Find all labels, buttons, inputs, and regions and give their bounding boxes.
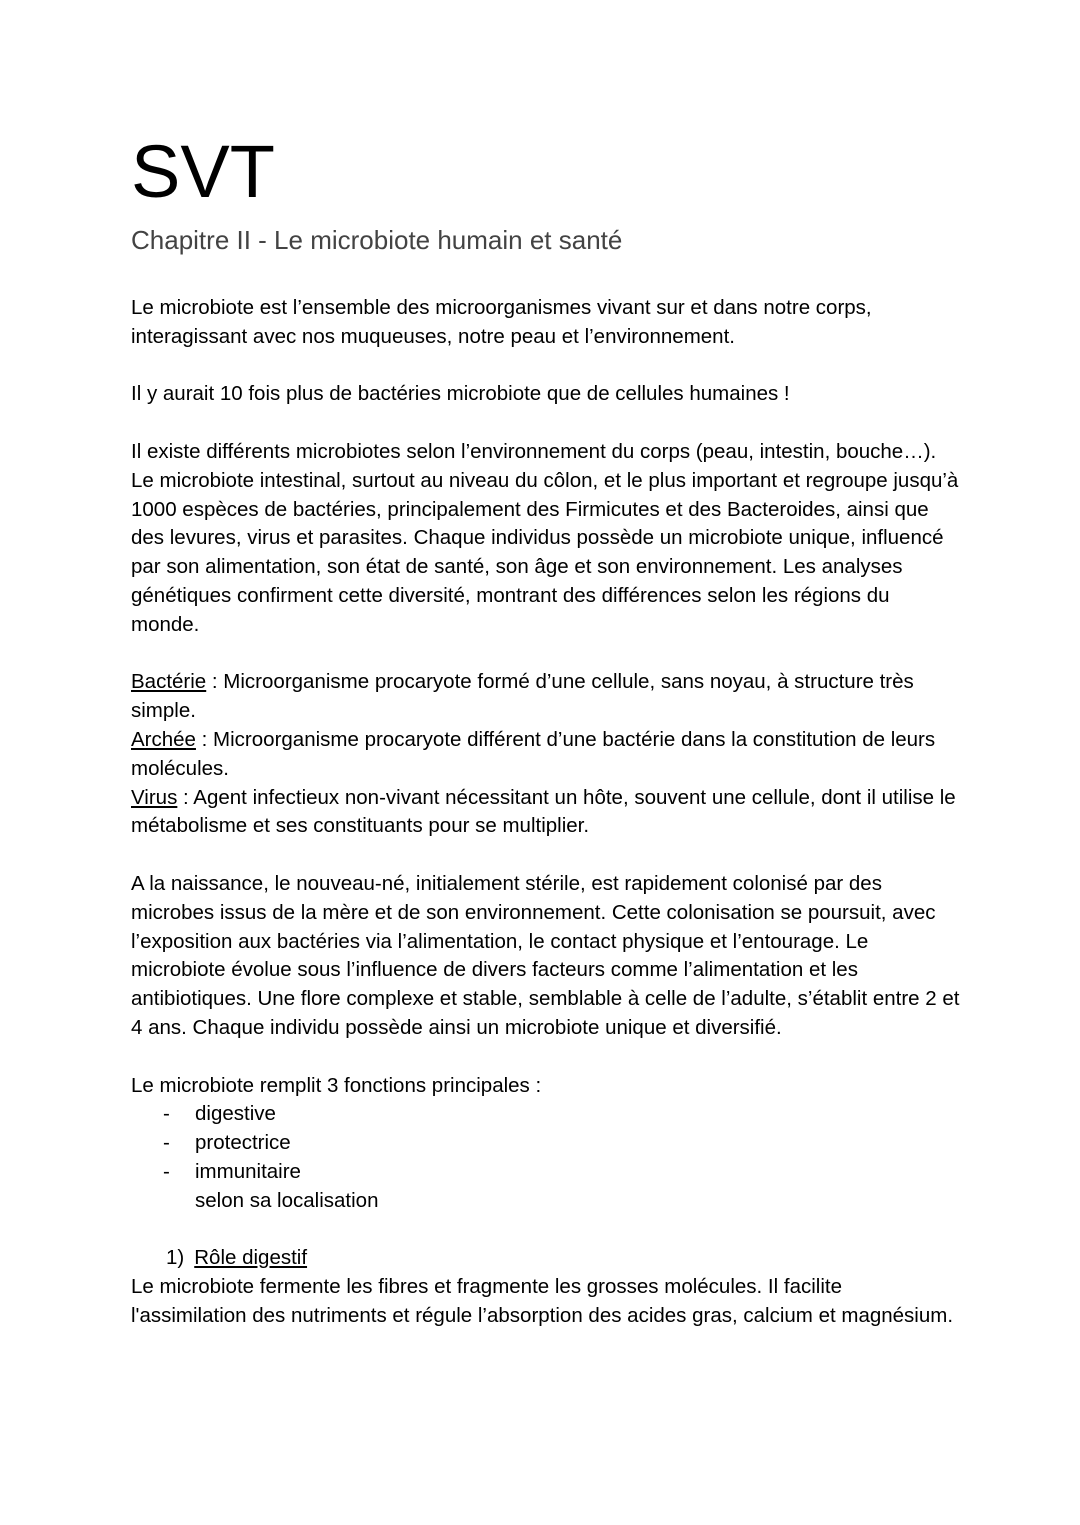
list-item	[131, 1100, 961, 1129]
definition-bacterie	[131, 668, 961, 726]
definitions-block	[131, 668, 961, 841]
definition-text: : Microorganisme procaryote différent d’une bactérie dans la constitution de leurs molécules.	[131, 727, 936, 780]
section-number: 1)	[166, 1246, 185, 1270]
definition-term: Bactérie	[131, 670, 207, 694]
list-item	[131, 1129, 961, 1158]
list-item-text: digestive	[195, 1102, 276, 1126]
list-item-text: immunitaire	[195, 1159, 301, 1183]
document-title: SVT	[131, 130, 275, 213]
list-dash: -	[163, 1102, 170, 1126]
chapter-subtitle: Chapitre II - Le microbiote humain et santé	[131, 225, 623, 255]
section-role-digestif-text: Le microbiote fermente les fibres et fragmente les grosses molécules. Il facilite l'assimilation des nutriments et régule l’absorption des acides gras, calcium et magnésium.	[131, 1275, 954, 1327]
definition-archee	[131, 726, 961, 784]
definition-virus	[131, 784, 961, 842]
functions-list	[131, 1100, 961, 1186]
list-item-text: protectrice	[195, 1131, 291, 1155]
functions-after: selon sa localisation	[195, 1188, 379, 1212]
functions-intro: Le microbiote remplit 3 fonctions principales :	[131, 1073, 542, 1097]
list-item	[131, 1158, 961, 1187]
definition-text: : Microorganisme procaryote formé d’une cellule, sans noyau, à structure très simple.	[131, 670, 914, 723]
list-dash: -	[163, 1131, 170, 1155]
definition-term: Archée	[131, 727, 196, 751]
definition-term: Virus	[131, 785, 178, 809]
list-dash: -	[163, 1159, 170, 1183]
definition-text: : Agent infectieux non-vivant nécessitant un hôte, souvent une cellule, dont il utilise le métabolisme et ses constituants pour se multiplier.	[131, 785, 956, 838]
bacteria-count-paragraph: Il y aurait 10 fois plus de bactéries microbiote que de cellules humaines !	[131, 382, 790, 406]
birth-colonisation-paragraph: A la naissance, le nouveau-né, initialement stérile, est rapidement colonisé par des microbes issus de la mère et de son environnement. Cette colonisation se poursuit, avec l’exposition aux bactéries via l’alimentation, le contact physique et l’entourage. Le microbiote évolue sous l’influence de divers facteurs comme l’alimentation et les antibiotiques. Une flore complexe et stable, semblable à celle de l’adulte, s’établit entre 2 et 4 ans. Chaque individu possède ainsi un microbiote unique et diversifié.	[131, 871, 960, 1039]
intro-paragraph: Le microbiote est l’ensemble des microorganismes vivant sur et dans notre corps, interagissant avec nos muqueuses, notre peau et l’environnement.	[131, 296, 872, 348]
section-heading-role-digestif	[131, 1244, 961, 1273]
document-page	[131, 130, 961, 1331]
section-title: Rôle digestif	[194, 1246, 308, 1270]
microbiote-diversity-paragraph: Il existe différents microbiotes selon l’environnement du corps (peau, intestin, bouche…). Le microbiote intestinal, surtout au niveau du côlon, et le plus important et regroupe jusqu’à 1000 espèces de bactéries, principalement des Firmicutes et des Bacteroides, ainsi que des levures, virus et parasites. Chaque individus possède un microbiote unique, influencé par son alimentation, son état de santé, son âge et son environnement. Les analyses génétiques confirment cette diversité, montrant des différences selon les régions du monde.	[131, 439, 959, 636]
